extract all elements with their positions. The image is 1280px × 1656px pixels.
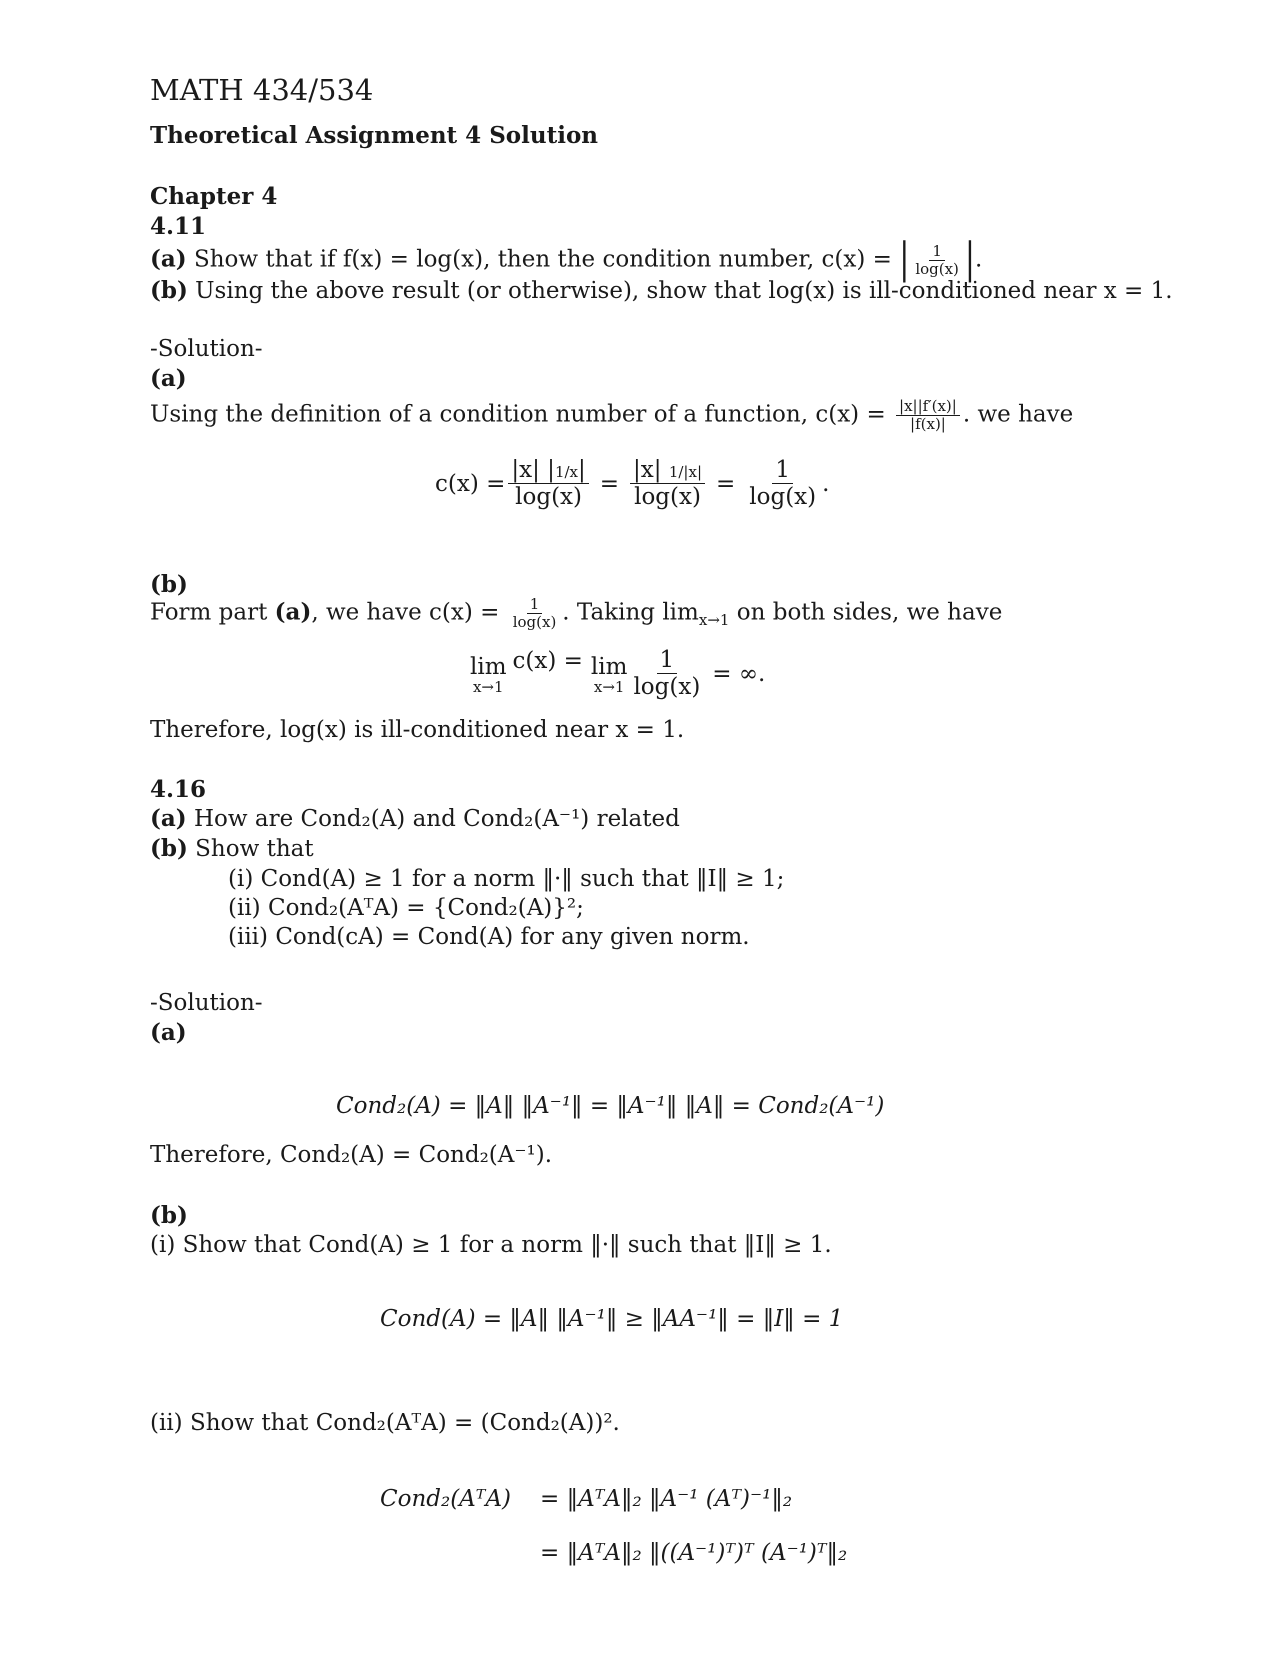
problem-4-11-b — [150, 278, 1173, 304]
solution-label: -Solution- — [150, 990, 263, 1016]
equation-cx — [435, 458, 829, 511]
subitem-ii: (ii) Cond₂(AᵀA) = {Cond₂(A)}²; — [228, 895, 584, 921]
lim-operator — [591, 654, 628, 695]
fraction-1-over-log — [912, 243, 962, 278]
equals: = — [716, 471, 736, 498]
fraction-step-3 — [746, 458, 819, 511]
abs-bar: | — [964, 234, 976, 284]
bold-ref: (a) — [274, 598, 312, 626]
solution-part-a-label: (a) — [150, 365, 187, 392]
numerator: 1 — [772, 458, 793, 484]
problem-4-16-a-text: How are Cond₂(A) and Cond₂(A⁻¹) related — [193, 806, 680, 832]
solution-b-line — [150, 596, 1002, 631]
denominator: |f(x)| — [910, 414, 946, 433]
fraction-1-over-log — [630, 648, 703, 701]
fraction-step-1 — [508, 458, 588, 511]
subitem-iii: (iii) Cond(cA) = Cond(A) for any given norm. — [228, 924, 750, 950]
lim: lim — [470, 653, 507, 680]
lim-lhs: c(x) = — [512, 648, 583, 674]
text: on both sides, we have — [736, 599, 1003, 626]
period: . — [822, 471, 830, 498]
problem-4-11-number: 4.11 — [150, 213, 207, 240]
assignment-title: Theoretical Assignment 4 Solution — [150, 122, 599, 149]
lim-subscript: x→1 — [698, 610, 730, 629]
numerator: 1 — [657, 648, 678, 674]
denominator: log(x) — [749, 484, 817, 511]
course-title: MATH 434/534 — [150, 73, 374, 107]
problem-4-16-b — [150, 836, 314, 862]
lim-operator — [470, 654, 507, 695]
solution-b-ii-statement: (ii) Show that Cond₂(AᵀA) = (Cond₂(A))². — [150, 1410, 620, 1436]
conclusion-4-11: Therefore, log(x) is ill-conditioned near x = 1. — [150, 717, 685, 743]
lim-sub: x→1 — [593, 678, 625, 697]
solution-b-i-statement: (i) Show that Cond(A) ≥ 1 for a norm ‖·‖ such that ‖I‖ ≥ 1. — [150, 1232, 832, 1258]
numerator: 1 — [527, 596, 543, 614]
equation-limit — [470, 648, 765, 701]
problem-4-16-b-text: Show that — [195, 836, 314, 862]
equation-cond-inverse: Cond₂(A) = ‖A‖ ‖A⁻¹‖ = ‖A⁻¹‖ ‖A‖ = Cond₂(A⁻¹) — [336, 1093, 885, 1119]
denominator: log(x) — [915, 259, 959, 278]
abs-x: |x| — [511, 457, 540, 483]
part-label: (b) — [150, 277, 188, 304]
numerator: 1 — [929, 243, 945, 261]
conclusion-4-16-a: Therefore, Cond₂(A) = Cond₂(A⁻¹). — [150, 1142, 553, 1168]
lim-result: = ∞. — [712, 661, 766, 688]
problem-4-16-a — [150, 806, 680, 832]
numerator: |x||f′(x)| — [896, 398, 960, 416]
subitem-i: (i) Cond(A) ≥ 1 for a norm ‖·‖ such that ‖I‖ ≥ 1; — [228, 866, 785, 892]
lim: lim — [590, 653, 628, 680]
denominator: log(x) — [633, 674, 701, 701]
equation-cond-ge-one: Cond(A) = ‖A‖ ‖A⁻¹‖ ≥ ‖AA⁻¹‖ = ‖I‖ = 1 — [380, 1306, 844, 1332]
solution-part-b-label: (b) — [150, 571, 188, 598]
solution-part-b-label: (b) — [150, 1202, 188, 1229]
numerator — [630, 458, 705, 484]
denominator: log(x) — [515, 484, 582, 511]
equation-ata-line-1: = ‖AᵀA‖₂ ‖A⁻¹ (Aᵀ)⁻¹‖₂ — [540, 1486, 793, 1512]
period: . — [975, 246, 983, 273]
equation-ata-line-2: = ‖AᵀA‖₂ ‖((A⁻¹)ᵀ)ᵀ (A⁻¹)ᵀ‖₂ — [540, 1540, 848, 1566]
chapter-heading: Chapter 4 — [150, 183, 278, 210]
part-label: (a) — [150, 245, 187, 273]
definition-text-end: . we have — [962, 401, 1074, 428]
definition-text: Using the definition of a condition number of a function, c(x) = — [150, 401, 886, 428]
denominator: log(x) — [512, 612, 557, 631]
denominator: log(x) — [634, 484, 701, 511]
text: . Taking lim — [562, 599, 699, 626]
condition-number-fraction — [896, 398, 960, 433]
solution-a-definition-line — [150, 398, 1073, 433]
numerator: |x| |1/x| — [508, 458, 588, 484]
eq-lhs: c(x) = — [435, 471, 506, 498]
inv-x: 1/x — [554, 463, 578, 481]
text: Form part — [150, 599, 268, 626]
inv-abs-x: 1/|x| — [668, 463, 702, 481]
solution-label: -Solution- — [150, 336, 263, 362]
part-label: (b) — [150, 835, 188, 862]
abs-bar: | — [899, 234, 910, 284]
fraction-step-2 — [630, 458, 705, 511]
problem-4-11-a — [150, 234, 983, 284]
equals: = — [599, 471, 620, 498]
lim-sub: x→1 — [472, 678, 504, 697]
problem-4-16-number: 4.16 — [150, 776, 207, 803]
part-label: (a) — [150, 805, 187, 832]
text: , we have c(x) = — [311, 599, 500, 626]
problem-4-11-a-text: Show that if f(x) = log(x), then the condition number, c(x) = — [193, 246, 892, 273]
fraction-1-over-log — [510, 596, 560, 631]
equation-ata-lhs: Cond₂(AᵀA) — [380, 1486, 512, 1512]
problem-4-11-b-text: Using the above result (or otherwise), show that log(x) is ill-conditioned near x = 1. — [195, 278, 1173, 304]
solution-part-a-label: (a) — [150, 1019, 187, 1046]
abs-x: |x| — [633, 457, 662, 483]
